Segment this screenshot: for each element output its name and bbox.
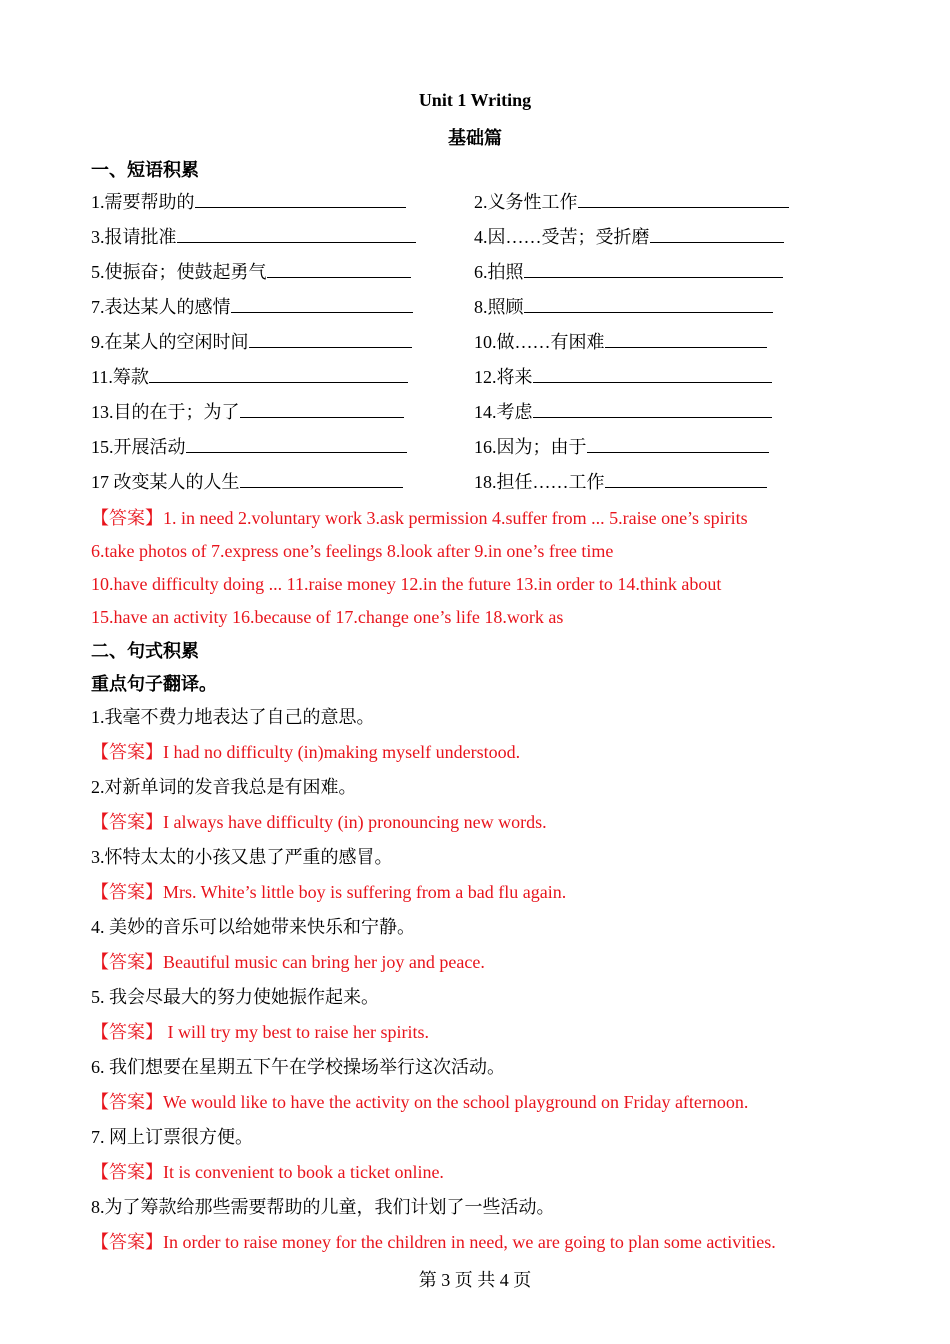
translation-answer: 【答案】Mrs. White’s little boy is suffering from a bad flu again. <box>91 882 567 902</box>
translation-question: 4. 美妙的音乐可以给她带来快乐和宁静。 <box>91 917 415 937</box>
answer-line: 6.take photos of 7.express one’s feelings 8.look after 9.in one’s free time <box>91 541 614 561</box>
translation-question: 2.对新单词的发音我总是有困难。 <box>91 777 357 797</box>
page-footer: 第 3 页 共 4 页 <box>418 1270 532 1290</box>
phrase-item: 12.将来 <box>474 365 772 389</box>
phrase-item: 3.报请批准 <box>91 225 416 249</box>
page-title: Unit 1 Writing <box>418 90 532 110</box>
answer-line: 【答案】1. in need 2.voluntary work 3.ask permission 4.suffer from ... 5.raise one’s spirits <box>91 508 748 528</box>
phrase-item: 11.筹款 <box>91 365 408 389</box>
translation-question: 8.为了筹款给那些需要帮助的儿童，我们计划了一些活动。 <box>91 1197 555 1217</box>
answer-line: 10.have difficulty doing ... 11.raise money 12.in the future 13.in order to 14.think about <box>91 574 722 594</box>
phrase-item: 10.做……有困难 <box>474 330 767 354</box>
translation-answer: 【答案】We would like to have the activity on the school playground on Friday afternoon. <box>91 1092 749 1112</box>
translation-question: 5. 我会尽最大的努力使她振作起来。 <box>91 987 379 1007</box>
translation-answer: 【答案】In order to raise money for the children in need, we are going to plan some activities. <box>91 1232 776 1252</box>
translation-answer: 【答案】I had no difficulty (in)making myself understood. <box>91 742 521 762</box>
phrase-item: 4.因……受苦；受折磨 <box>474 225 784 249</box>
phrase-item: 1.需要帮助的 <box>91 190 406 214</box>
phrase-item: 7.表达某人的感情 <box>91 295 413 319</box>
phrase-item: 6.拍照 <box>474 260 783 284</box>
translation-answer: 【答案】I always have difficulty (in) pronouncing new words. <box>91 812 547 832</box>
phrase-item: 14.考虑 <box>474 400 772 424</box>
section2-heading: 二、句式积累 <box>91 641 199 661</box>
translation-question: 1.我毫不费力地表达了自己的意思。 <box>91 707 375 727</box>
translation-answer: 【答案】It is convenient to book a ticket online. <box>91 1162 444 1182</box>
phrase-item: 2.义务性工作 <box>474 190 789 214</box>
phrase-item: 5.使振奋；使鼓起勇气 <box>91 260 411 284</box>
translation-question: 3.怀特太太的小孩又患了严重的感冒。 <box>91 847 393 867</box>
phrase-item: 18.担任……工作 <box>474 470 767 494</box>
translation-answer: 【答案】 I will try my best to raise her spirits. <box>91 1022 429 1042</box>
phrase-item: 15.开展活动 <box>91 435 407 459</box>
section2-subheading: 重点句子翻译。 <box>91 674 217 694</box>
phrase-item: 13.目的在于；为了 <box>91 400 404 424</box>
answer-line: 15.have an activity 16.because of 17.change one’s life 18.work as <box>91 607 564 627</box>
page-subtitle: 基础篇 <box>448 128 502 148</box>
phrase-item: 8.照顾 <box>474 295 773 319</box>
phrase-item: 17 改变某人的人生 <box>91 470 403 494</box>
translation-question: 7. 网上订票很方便。 <box>91 1127 253 1147</box>
translation-question: 6. 我们想要在星期五下午在学校操场举行这次活动。 <box>91 1057 505 1077</box>
section1-heading: 一、短语积累 <box>91 160 199 180</box>
translation-answer: 【答案】Beautiful music can bring her joy and peace. <box>91 952 485 972</box>
phrase-item: 16.因为；由于 <box>474 435 769 459</box>
phrase-item: 9.在某人的空闲时间 <box>91 330 412 354</box>
